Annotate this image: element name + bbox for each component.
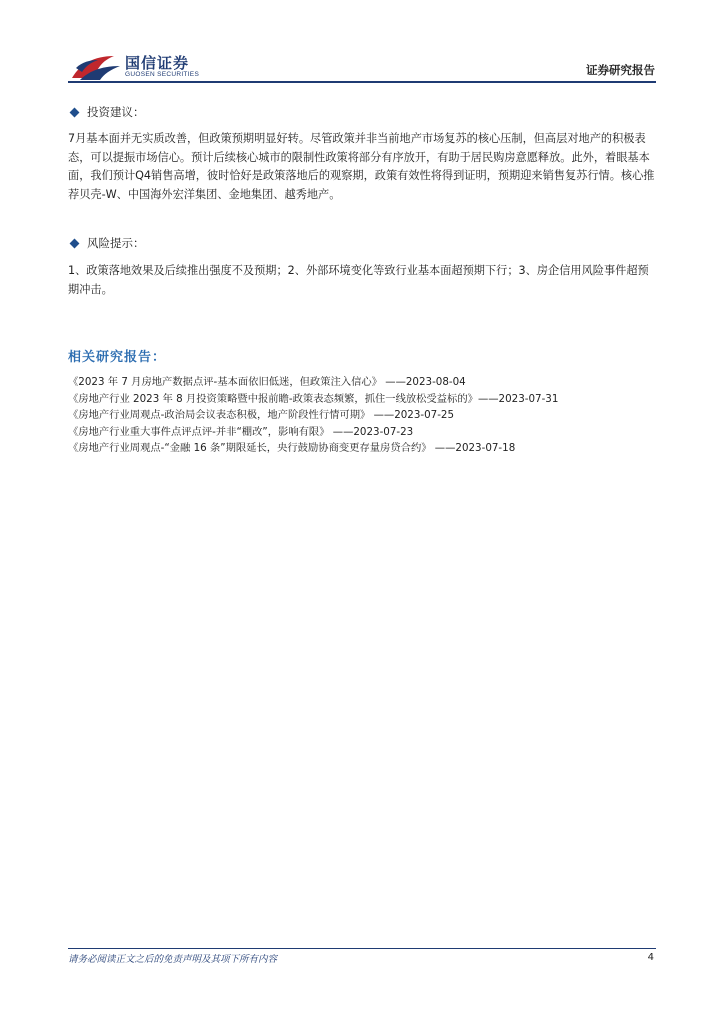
related-report-item[interactable]: 《2023 年 7 月房地产数据点评-基本面依旧低迷，但政策注入信心》 ——2023-08-04 <box>68 376 466 388</box>
diamond-bullet-icon <box>70 238 80 248</box>
risk-heading-text: 风险提示： <box>87 236 145 250</box>
related-reports-list <box>68 374 668 457</box>
risk-heading <box>68 235 145 251</box>
related-report-item[interactable]: 《房地产行业周观点-政治局会议表态积极，地产阶段性行情可期》 ——2023-07-25 <box>68 409 455 422</box>
footer-disclaimer: 请务必阅读正文之后的免责声明及其项下所有内容 <box>68 954 278 965</box>
page-number: 4 <box>647 952 654 963</box>
risk-body: 1、政策落地效果及后续推出强度不及预期；2、外部环境变化等致行业基本面超预期下行；3、房企信用风险事件超预期冲击。 <box>68 264 649 296</box>
investment-advice-body: 7月基本面并无实质改善，但政策预期明显好转。尽管政策并非当前地产市场复苏的核心压制，但高层对地产的积极表态，可以提振市场信心。预计后续核心城市的限制性政策将部分有序放开，有助于居民购房意愿释放。此外，着眼基本面，我们预计Q4销售高增，彼时恰好是政策落地后的观察期，政策有效性将得到证明，预期迎来销售复苏行情。核心推荐贝壳-W、中国海外宏洋集团、金地集团、越秀地产。 <box>68 132 655 201</box>
related-report-item[interactable]: 《房地产行业周观点-“金融 16 条”期限延长，央行鼓励协商变更存量房贷合约》 ——2023-07-18 <box>68 442 516 455</box>
investment-advice-heading-text: 投资建议： <box>87 105 145 119</box>
logo-chinese-name: 国信证券 <box>125 54 190 72</box>
related-report-item[interactable]: 《房地产行业重大事件点评点评-并非“棚改”，影响有限》 ——2023-07-23 <box>68 425 414 438</box>
guosen-logo <box>70 52 230 84</box>
related-reports-title: 相关研究报告： <box>68 350 167 365</box>
guosen-logo-icon <box>70 52 122 82</box>
footer-divider <box>68 948 656 949</box>
logo-english-name: GUOSEN SECURITIES <box>125 71 200 78</box>
header-divider <box>68 81 656 83</box>
page-header <box>0 0 724 90</box>
related-report-item[interactable]: 《房地产行业 2023 年 8 月投资策略暨中报前瞻-政策表态频繁，抓住一线放松受益标的》——2023-07-31 <box>68 392 559 405</box>
investment-advice-heading <box>68 104 145 120</box>
diamond-bullet-icon <box>70 107 80 117</box>
report-type-label: 证券研究报告 <box>586 63 655 77</box>
